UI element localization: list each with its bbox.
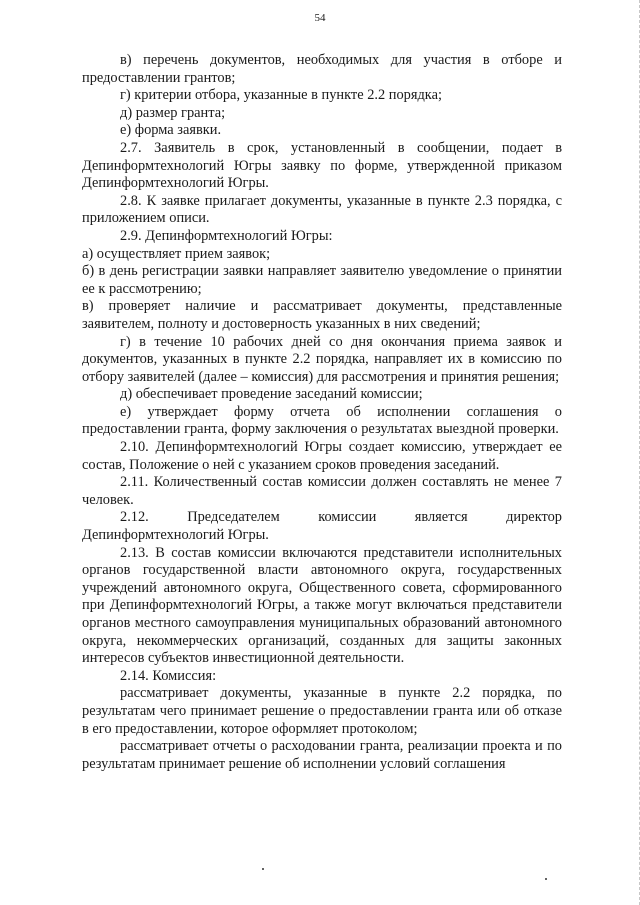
paragraph: 2.14. Комиссия: — [120, 667, 217, 684]
paragraph: в) проверяет наличие и рассматривает документы, представленные заявителем, полноту и достоверность указанных в них сведений; — [82, 298, 562, 332]
paragraph: рассматривает отчеты о расходовании гранта, реализации проекта и по результатам принимает решение об исполнении условий соглашения — [82, 738, 562, 772]
paragraph: 2.9. Депинформтехнологий Югры: — [120, 227, 333, 244]
paragraph: г) в течение 10 рабочих дней со дня окончания приема заявок и документов, указанных в пункте 2.2 порядка, направляет их в комиссию по отбору заявителей (далее – комиссия) для рассмотрения и принятия решения; — [82, 333, 562, 385]
paragraph: 2.7. Заявитель в срок, установленный в сообщении, подает в Депинформтехнологий Югры заявку по форме, утвержденной приказом Депинформтехнологий Югры. — [82, 139, 562, 192]
paragraph: 2.13. В состав комиссии включаются представители исполнительных органов государственной власти автономного округа, государственных учреждений автономного округа, Общественного совета, сформированного при Депинформтехнологий Югры, а также могут включаться представители органов местного самоуправления муниципальных образований автономного округа, некоммерческих организаций, созданных для защиты законных интересов субъектов инвестиционной деятельности. — [82, 544, 562, 667]
paragraph: 2.11. Количественный состав комиссии должен составлять не менее 7 человек. — [82, 474, 562, 508]
paragraph: е) форма заявки. — [120, 122, 222, 139]
scan-speck — [262, 868, 264, 870]
paragraph: д) размер гранта; — [120, 104, 226, 121]
paragraph: рассматривает документы, указанные в пункте 2.2 порядка, по результатам чего принимает решение о предоставлении гранта или об отказе в его предоставлении, которое оформляет протоколом; — [82, 685, 562, 737]
scan-speck — [545, 878, 547, 880]
paragraph: е) утверждает форму отчета об исполнении соглашения о предоставлении гранта, форму заключения о результатах выездной проверки. — [82, 403, 562, 438]
body-text — [82, 52, 562, 773]
paragraph: 2.8. К заявке прилагает документы, указанные в пункте 2.3 порядка, с приложением описи. — [82, 192, 562, 227]
page-number: 54 — [314, 12, 326, 24]
paragraph: 2.10. Депинформтехнологий Югры создает комиссию, утверждает ее состав, Положение о ней с указанием сроков проведения заседаний. — [82, 439, 562, 473]
paragraph: б) в день регистрации заявки направляет заявителю уведомление о принятии ее к рассмотрению; — [82, 263, 562, 297]
paragraph: в) перечень документов, необходимых для участия в отборе и предоставлении грантов; — [82, 52, 562, 86]
paragraph: а) осуществляет прием заявок; — [82, 245, 271, 262]
paragraph: 2.12. Председателем комиссии является директор Депинформтехнологий Югры. — [82, 509, 562, 544]
paragraph: д) обеспечивает проведение заседаний комиссии; — [120, 386, 423, 403]
paragraph: г) критерии отбора, указанные в пункте 2.2 порядка; — [120, 87, 442, 104]
